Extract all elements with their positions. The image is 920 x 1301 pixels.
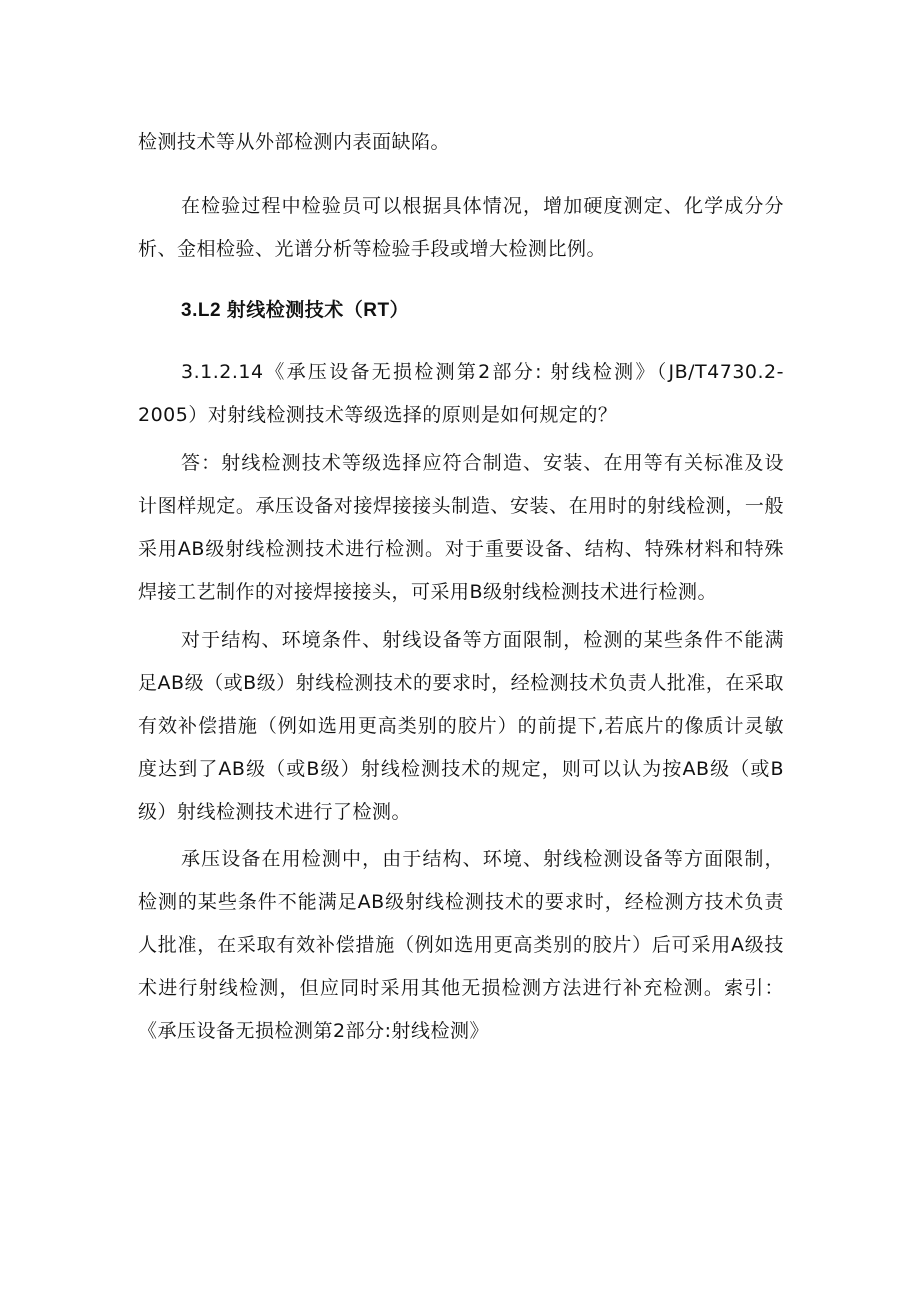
answer-paragraph: 答：射线检测技术等级选择应符合制造、安装、在用等有关标准及设计图样规定。承压设备对接焊接接头制造、安装、在用时的射线检测，一般采用AB级射线检测技术进行检测。对于重要设备、结构、特殊材料和特殊焊接工艺制作的对接焊接接头，可采用B级射线检测技术进行检测。 xyxy=(138,452,784,603)
section-heading: 3.L2 射线检测技术（RT） xyxy=(181,300,410,321)
paragraph-equivalence: 对于结构、环境条件、射线设备等方面限制，检测的某些条件不能满足AB级（或B级）射线检测技术的要求时，经检测技术负责人批准，在采取有效补偿措施（例如选用更高类别的胶片）的前提下,若底片的像质计灵敏度达到了AB级（或B级）射线检测技术的规定，则可以认为按AB级（或B级）射线检测技术进行了检测。 xyxy=(138,629,784,823)
paragraph-continuation: 检测技术等从外部检测内表面缺陷。 xyxy=(138,131,451,153)
paragraph-in-service-inspection: 承压设备在用检测中，由于结构、环境、射线检测设备等方面限制，检测的某些条件不能满足AB级射线检测技术的要求时，经检测方技术负责人批准，在采取有效补偿措施（例如选用更高类别的胶片）后可采用A级技术进行射线检测，但应同时采用其他无损检测方法进行补充检测。索引：《承压设备无损检测第2部分:射线检测》 xyxy=(138,848,784,1042)
question-paragraph: 3.1.2.14《承压设备无损检测第2部分: 射线检测》（JB/T4730.2-2005）对射线检测技术等级选择的原则是如何规定的？ xyxy=(138,361,784,426)
document-body xyxy=(138,121,784,1053)
paragraph-inspection-methods: 在检验过程中检验员可以根据具体情况，增加硬度测定、化学成分分析、金相检验、光谱分析等检验手段或增大检测比例。 xyxy=(138,195,784,260)
